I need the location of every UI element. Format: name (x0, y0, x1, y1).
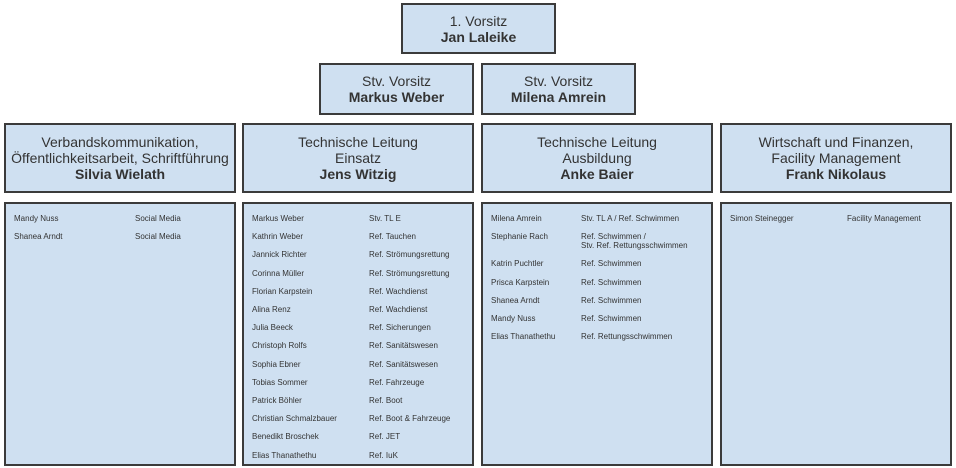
department-title-line: Technische Leitung (537, 134, 657, 150)
department-title-line: Einsatz (335, 150, 381, 166)
member-name: Patrick Böhler (252, 396, 302, 405)
department-title-line: Technische Leitung (298, 134, 418, 150)
department-head-name: Jens Witzig (319, 166, 397, 182)
department-head-name: Frank Nikolaus (785, 166, 887, 182)
member-panel-finance (720, 202, 952, 466)
member-role: Ref. Sicherungen (369, 323, 431, 333)
deputy-role: Stv. Vorsitz (362, 73, 431, 89)
deputy-name: Markus Weber (348, 89, 445, 105)
member-panel-operations (242, 202, 474, 466)
member-role: Ref. Sanitätswesen (369, 341, 438, 351)
member-role: Stv. TL A / Ref. Schwimmen (581, 214, 680, 223)
member-panel-training (481, 202, 713, 466)
member-role: Ref. Strömungsrettung (369, 268, 450, 278)
member-name: Alina Renz (252, 305, 291, 314)
member-role: Social Media (135, 214, 181, 223)
member-panel-communication (4, 202, 236, 466)
chair-role: 1. Vorsitz (449, 12, 508, 29)
department-head-name: Anke Baier (560, 166, 634, 182)
member-name: Christian Schmalzbauer (252, 414, 337, 424)
chair-name: Jan Laleike (440, 28, 517, 45)
member-name: Sophia Ebner (252, 359, 301, 369)
department-head-name: Silvia Wielath (74, 166, 166, 182)
deputy-role: Stv. Vorsitz (524, 73, 593, 89)
member-name: Kathrin Weber (252, 232, 303, 242)
member-role: Ref. IuK (369, 450, 398, 460)
member-role: Social Media (135, 232, 181, 242)
member-name: Elias Thanathethu (252, 450, 317, 460)
member-role: Ref. Rettungsschwimmen (581, 332, 673, 342)
member-role: Ref. Strömungsrettung (369, 250, 450, 260)
department-title-line: Wirtschaft und Finanzen, (758, 134, 914, 150)
member-name: Corinna Müller (252, 268, 305, 278)
member-name: Simon Steinegger (730, 214, 794, 223)
member-name: Shanea Arndt (14, 232, 63, 242)
department-box-training (481, 123, 713, 193)
department-box-finance (720, 123, 952, 193)
member-role: Ref. Boot & Fahrzeuge (369, 414, 451, 424)
department-title-line: Facility Management (771, 150, 901, 166)
member-name: Katrin Puchtler (491, 259, 544, 269)
department-title-line: Öffentlichkeitsarbeit, Schriftführung (11, 150, 229, 166)
member-role: Ref. Sanitätswesen (369, 359, 438, 369)
deputy-name: Milena Amrein (510, 89, 607, 105)
member-name: Jannick Richter (252, 250, 307, 260)
member-role: Ref. JET (369, 432, 401, 442)
member-name: Elias Thanathethu (491, 332, 556, 342)
member-name: Markus Weber (252, 214, 304, 223)
member-name: Mandy Nuss (491, 314, 536, 323)
member-name: Mandy Nuss (14, 214, 59, 223)
member-name: Julia Beeck (252, 323, 293, 333)
member-role: Ref. Boot (369, 396, 403, 405)
department-box-communication (4, 123, 236, 193)
member-role: Ref. Fahrzeuge (369, 377, 425, 387)
department-box-operations (242, 123, 474, 193)
department-title-line: Ausbildung (562, 150, 632, 166)
department-title-line: Verbandskommunikation, (41, 134, 199, 150)
member-name: Tobias Sommer (252, 377, 308, 387)
member-name: Florian Karpstein (252, 286, 313, 296)
member-role: Ref. Schwimmen / Stv. Ref. Rettungsschwimmen (581, 232, 688, 251)
member-role: Ref. Schwimmen (581, 314, 642, 323)
member-role: Ref. Schwimmen (581, 259, 642, 269)
member-name: Stephanie Rach (491, 232, 548, 242)
member-name: Shanea Arndt (491, 295, 540, 305)
member-role: Stv. TL E (369, 214, 401, 223)
member-name: Christoph Rolfs (252, 341, 307, 351)
deputy-box-2 (481, 63, 636, 115)
member-role: Ref. Schwimmen (581, 295, 642, 305)
member-role: Ref. Wachdienst (369, 286, 428, 296)
member-role: Ref. Tauchen (369, 232, 416, 242)
deputy-box-1 (319, 63, 474, 115)
member-role: Facility Management (847, 214, 921, 223)
member-name: Prisca Karpstein (491, 277, 550, 287)
member-name: Milena Amrein (491, 214, 542, 223)
member-role: Ref. Wachdienst (369, 305, 428, 314)
chair-box (401, 3, 556, 54)
member-role: Ref. Schwimmen (581, 277, 642, 287)
member-name: Benedikt Broschek (252, 432, 319, 442)
